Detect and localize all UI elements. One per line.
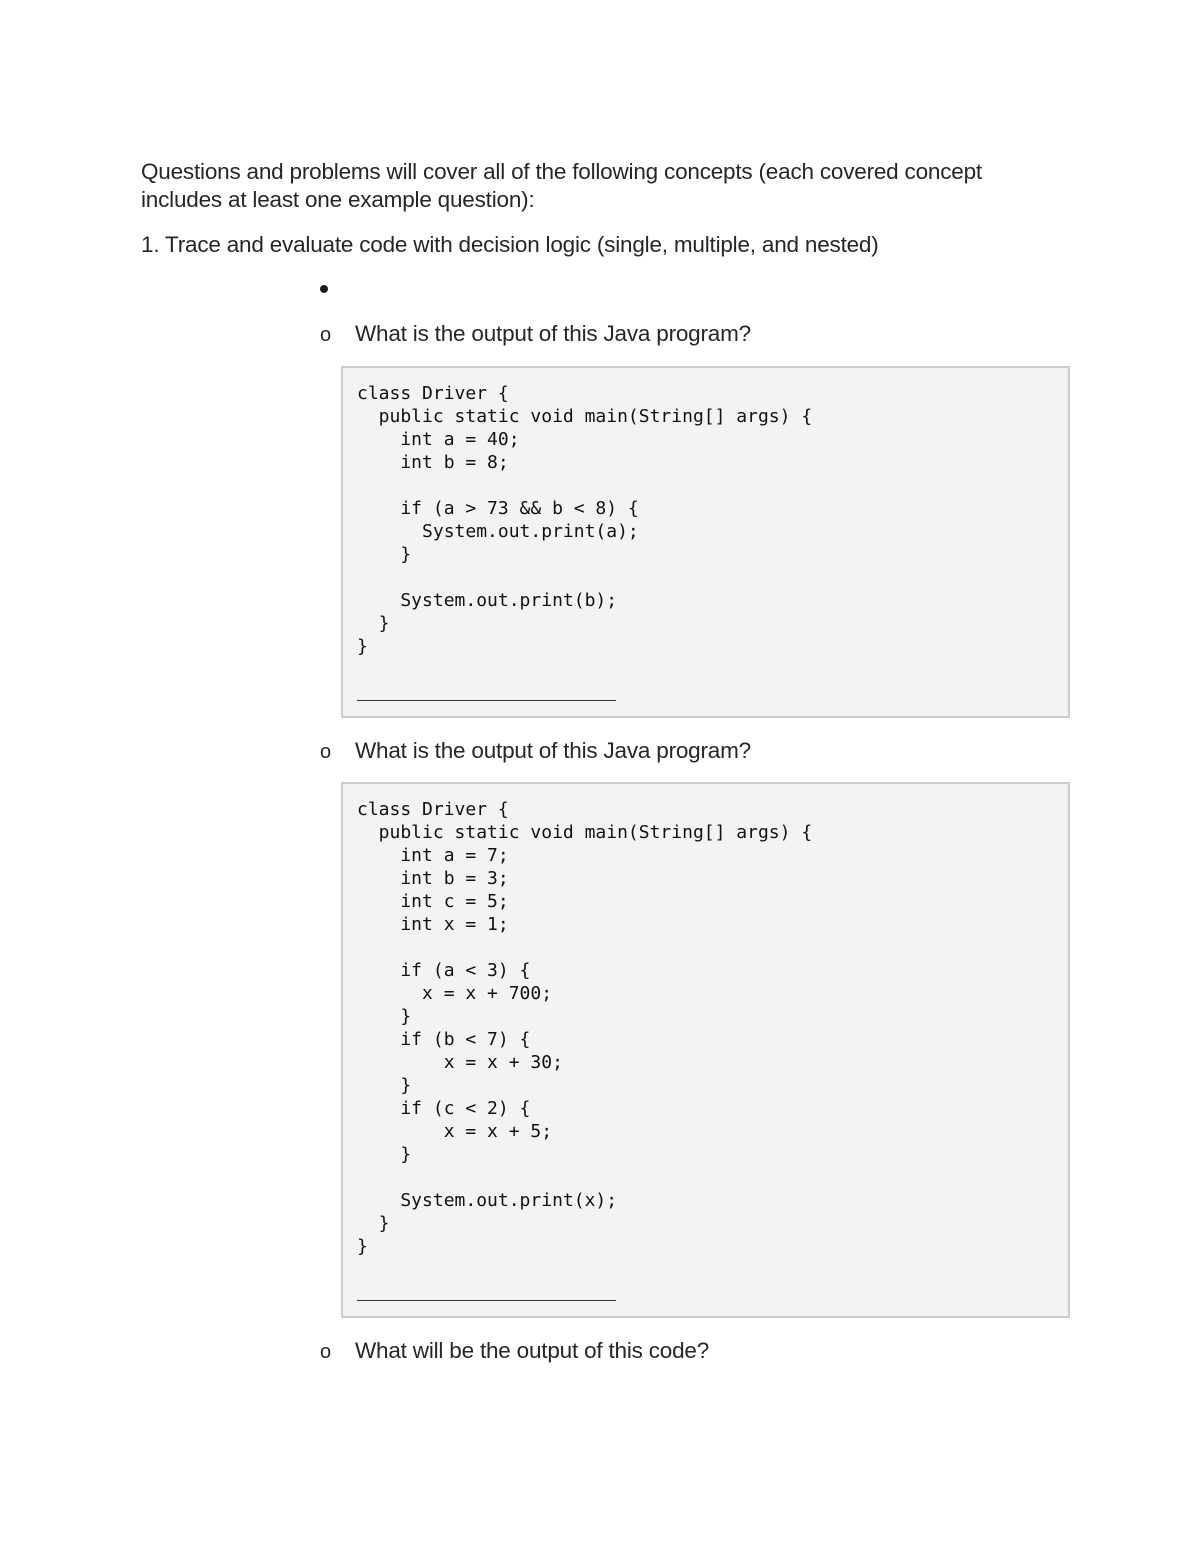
answer-blank-2 — [357, 1300, 616, 1301]
code-block-2-source: class Driver { public static void main(String[] args) { int a = 7; int b = 3; int c = 5; int x = 1; if (a < 3) { x = x + 700; } if (b < 7) { x = x + 30; } if (c < 2) { x = x + 5; } System.out.print(x); } } — [357, 799, 813, 1257]
question-2 — [320, 737, 751, 766]
code-block-2 — [341, 782, 1070, 1318]
question-1-prompt: What is the output of this Java program? — [355, 321, 751, 346]
code-block-1-source: class Driver { public static void main(String[] args) { int a = 40; int b = 8; if (a > 73 && b < 8) { System.out.print(a); } System.out.print(b); } } — [357, 383, 813, 657]
question-2-prompt: What is the output of this Java program? — [355, 738, 751, 763]
intro-paragraph: Questions and problems will cover all of the following concepts (each covered concept includes at least one example question): — [141, 159, 982, 212]
question-1 — [320, 320, 751, 349]
list-marker-icon: o — [320, 741, 331, 763]
question-3 — [320, 1337, 709, 1366]
code-block-1 — [341, 366, 1070, 718]
list-marker-icon: o — [320, 324, 331, 346]
answer-blank-1 — [357, 700, 616, 701]
list-marker-icon: o — [320, 1341, 331, 1363]
section-heading-decision-logic: 1. Trace and evaluate code with decision logic (single, multiple, and nested) — [141, 232, 879, 257]
question-3-prompt: What will be the output of this code? — [355, 1338, 710, 1363]
bullet-dot-icon — [320, 285, 328, 293]
